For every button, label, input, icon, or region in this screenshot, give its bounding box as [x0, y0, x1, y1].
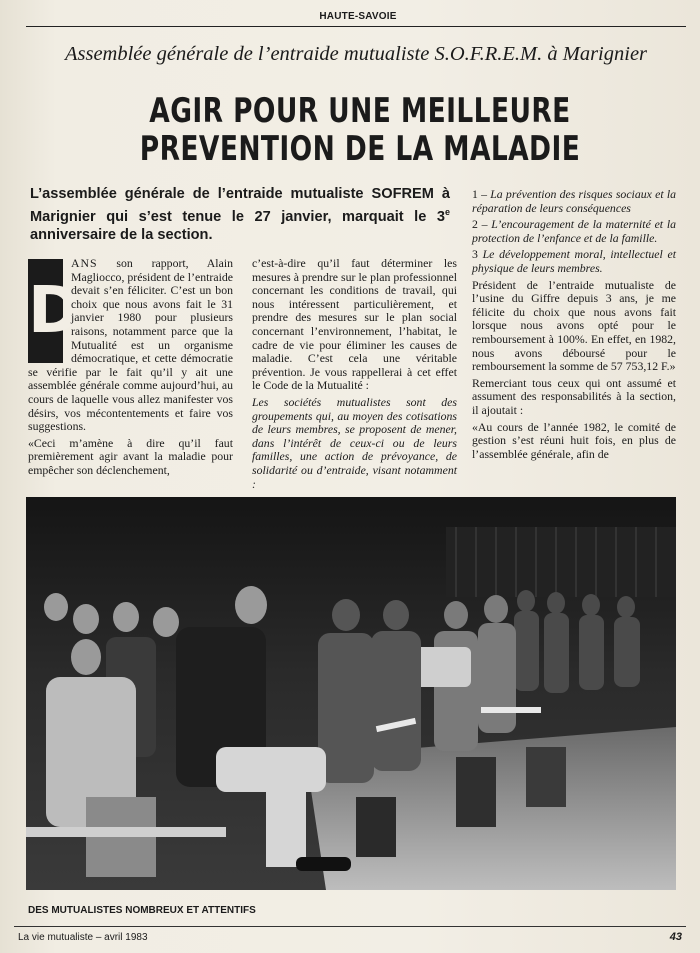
bottom-rule — [14, 926, 686, 927]
col3-list-item-3 — [472, 248, 676, 275]
article-headline — [126, 92, 594, 168]
list-number-1: 1 — [472, 187, 478, 201]
col1-paragraph-1 — [28, 257, 233, 434]
col3-paragraph-3: «Au cours de l’année 1982, le comité de gestion s’est réuni huit fois, en plus de l’assemblée générale, afin de — [472, 419, 676, 461]
column-1 — [28, 257, 233, 481]
list-number-3: 3 — [472, 247, 478, 262]
photo-audience-illustration — [26, 497, 676, 890]
page-number: 43 — [669, 931, 682, 943]
list-number-2: 2 — [472, 217, 478, 232]
lead-text-1: L’assemblée générale de l’entraide mutualiste SOFREM à Marignier qui s’est tenue le 27 janvier, marquait le 3 — [30, 186, 450, 225]
article-kicker: Assemblée générale de l’entraide mutualiste S.O.F.R.E.M. à Marignier — [64, 43, 648, 65]
column-3 — [472, 188, 676, 464]
col3-list-item-1 — [472, 188, 676, 215]
top-rule — [26, 26, 686, 27]
section-rubric: HAUTE-SAVOIE — [319, 11, 397, 22]
col3-list-item-2 — [472, 218, 676, 245]
list-text-2: – L’encouragement de la maternité et la protection de l’enfance et de la famille. — [472, 217, 676, 245]
col2-paragraph-2: Les sociétés mutualistes sont des groupements qui, au moyen des cotisations de leurs membres, se proposent de mener, dans l’intérêt de ceux-ci ou de leurs familles, une action de prévoyance, de solidarité ou d’entraide, visant notamment : — [252, 394, 457, 491]
headline-line-2: PREVENTION DE LA MALADIE — [139, 129, 581, 169]
drop-cap: D — [28, 259, 63, 363]
column-2 — [252, 257, 457, 494]
lead-text-2: anniversaire de la section. — [30, 226, 213, 243]
list-text-1: – La prévention des risques sociaux et la réparation de leurs conséquences — [472, 187, 676, 215]
list-text-3: Le développement moral, intellectuel et physique de leurs membres. — [472, 247, 676, 275]
headline-line-1: AGIR POUR UNE MEILLEURE — [149, 91, 571, 131]
col3-paragraph-2: Remerciant tous ceux qui ont assumé et assument des responsabilités à la section, il ajoutait : — [472, 375, 676, 417]
meeting-photo — [26, 497, 676, 890]
col2-paragraph-1: c’est-à-dire qu’il faut déterminer les mesures à prendre sur le plan professionnel concernant les conditions de travail, qui nous intéressent particulièrement, et prendre des mesures sur le plan social concernant l’environnement, l’habitat, le cadre de vie pour éliminer les causes de maladie. C’est cela une véritable prévention. Je vous rappellerai à cet effet le Code de la Mutualité : — [252, 256, 457, 393]
col3-paragraph-1: Président de l’entraide mutualiste de l’usine du Giffre depuis 3 ans, je me félicite du choix que nous avons fait lorsque nous avons opté pour le remboursement à 100%. En effet, en 1982, nous avons déboursé pour le remboursement la somme de 57 753,12 F.» — [472, 277, 676, 374]
lead-superscript: e — [444, 207, 450, 217]
col1-p1-text: son rapport, Alain Magliocco, président de l’entraide devait s’en féliciter. C’est un bon choix que nous avons fait le 31 janvier 1980 pour plusieurs raisons, notamment parce que la Mutualité est un organisme démocratique, et cette démocratie se vérifie par le fait qu’il y ait une assemblée générale comme aujourd’hui, au cours de laquelle vous allez manifester vos désirs, vos mécontentements et faire vos suggestions. — [28, 256, 233, 434]
article-lead — [30, 185, 450, 244]
col1-smallcaps: ANS — [71, 256, 98, 270]
publication-footer: La vie mutualiste – avril 1983 — [18, 932, 148, 943]
col1-paragraph-2: «Ceci m’amène à dire qu’il faut premièrement agir avant la maladie pour empêcher son déclenchement, — [28, 435, 233, 477]
photo-caption: DES MUTUALISTES NOMBREUX ET ATTENTIFS — [28, 905, 256, 916]
